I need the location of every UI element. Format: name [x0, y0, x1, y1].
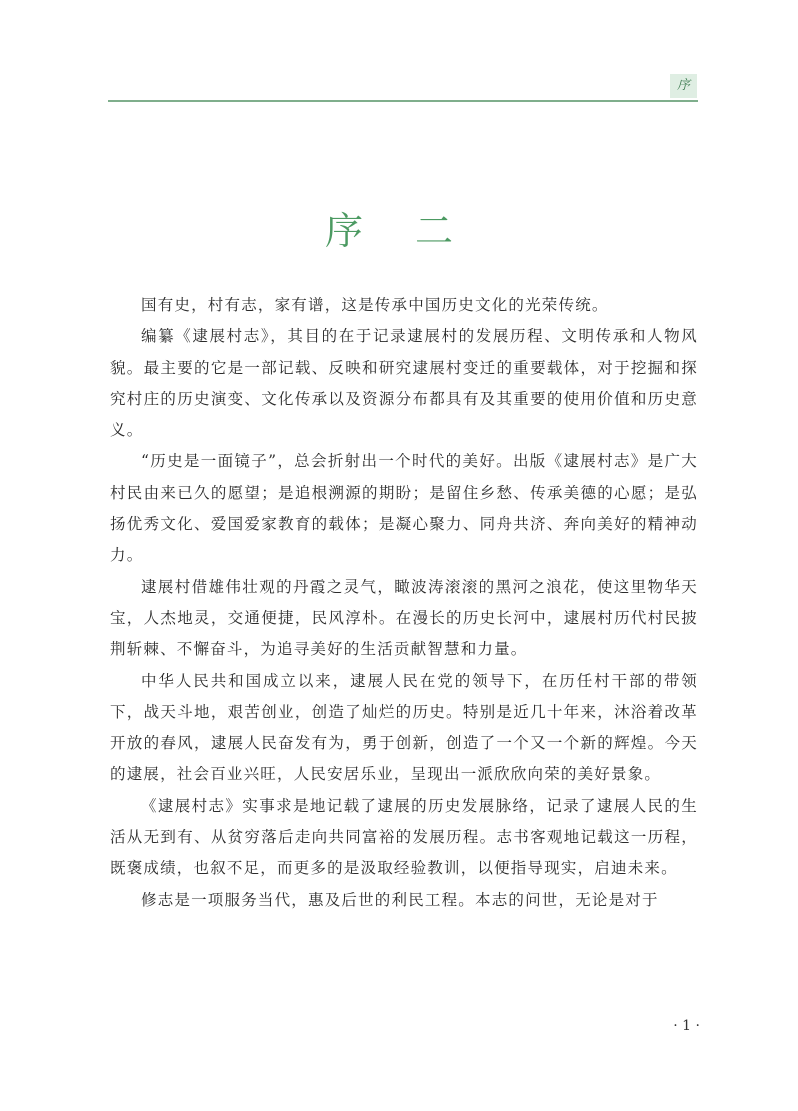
body-text	[110, 290, 698, 916]
paragraph: 国有史，村有志，家有谱，这是传承中国历史文化的光荣传统。	[141, 296, 609, 314]
paragraph: 修志是一项服务当代，惠及后世的利民工程。本志的问世，无论是对于	[141, 890, 659, 909]
paragraph: 编纂《逮展村志》，其目的在于记录逮展村的发展历程、文明传承和人物风貌。最主要的它是一部记载、反映和研究逮展村变迁的重要载体，对于挖掘和探究村庄的历史演变、文化传承以及资源分布都具有及其重要的使用价值和历史意义。	[110, 327, 698, 440]
paragraph: 中华人民共和国成立以来，逮展人民在党的领导下，在历任村干部的带领下，战天斗地，艰苦创业，创造了灿烂的历史。特别是近几十年来，沐浴着改革开放的春风，逮展人民奋发有为，勇于创新，创造了一个又一个新的辉煌。今天的逮展，社会百业兴旺，人民安居乐业，呈现出一派欣欣向荣的美好景象。	[110, 671, 698, 784]
header-divider	[108, 100, 698, 102]
paragraph: 《逮展村志》实事求是地记载了逮展的历史发展脉络，记录了逮展人民的生活从无到有、从贫穷落后走向共同富裕的发展历程。志书客观地记载这一历程，既褒成绩，也叙不足，而更多的是汲取经验教训，以便指导现实，启迪未来。	[110, 796, 698, 878]
paragraph: 逮展村借雄伟壮观的丹霞之灵气，瞰波涛滚滚的黑河之浪花，使这里物华天宝，人杰地灵，交通便捷，民风淳朴。在漫长的历史长河中，逮展村历代村民披荆斩棘、不懈奋斗，为追寻美好的生活贡献智慧和力量。	[110, 577, 698, 659]
section-tag: 序	[670, 74, 697, 98]
page-number: · 1 ·	[673, 1018, 700, 1034]
paragraph: “历史是一面镜子”，总会折射出一个时代的美好。出版《逮展村志》是广大村民由来已久的愿望；是追根溯源的期盼；是留住乡愁、传承美德的心愿；是弘扬优秀文化、爱国爱家教育的载体；是凝心聚力、同舟共济、奔向美好的精神动力。	[110, 452, 698, 565]
page-title: 序 二	[324, 209, 474, 253]
